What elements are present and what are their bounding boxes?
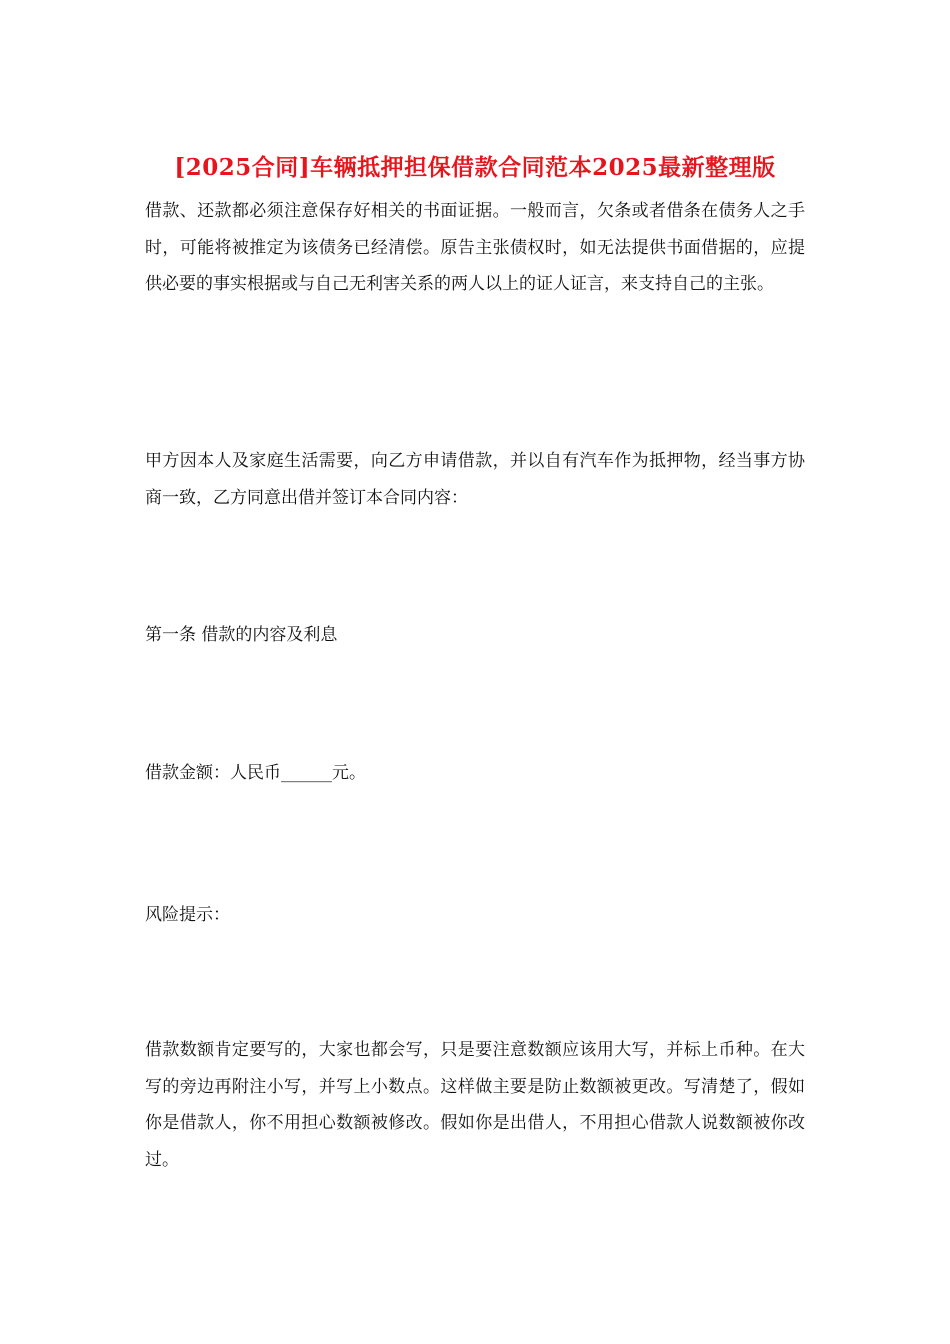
document-title: [2025合同]车辆抵押担保借款合同范本2025最新整理版 bbox=[174, 154, 776, 181]
risk-notice-heading: 风险提示： bbox=[145, 905, 230, 925]
paragraph-contract-intro: 甲方因本人及家庭生活需要，向乙方申请借款，并以自有汽车作为抵押物，经当事方协商一致，乙方同意出借并签订本合同内容： bbox=[145, 451, 805, 508]
paragraph-evidence-notice: 借款、还款都必须注意保存好相关的书面证据。一般而言，欠条或者借条在债务人之手时，可能将被推定为该债务已经清偿。原告主张债权时，如无法提供书面借据的，应提供必要的事实根据或与自己无利害关系的两人以上的证人证言，来支持自己的主张。 bbox=[145, 201, 805, 294]
paragraph-amount-advice: 借款数额肯定要写的，大家也都会写，只是要注意数额应该用大写，并标上币种。在大写的旁边再附注小写，并写上小数点。这样做主要是防止数额被更改。写清楚了，假如你是借款人，你不用担心数额被修改。假如你是出借人，不用担心借款人说数额被你改过。 bbox=[145, 1040, 805, 1170]
article-one-heading: 第一条 借款的内容及利息 bbox=[145, 625, 338, 645]
loan-amount-line: 借款金额：人民币______元。 bbox=[145, 763, 366, 783]
